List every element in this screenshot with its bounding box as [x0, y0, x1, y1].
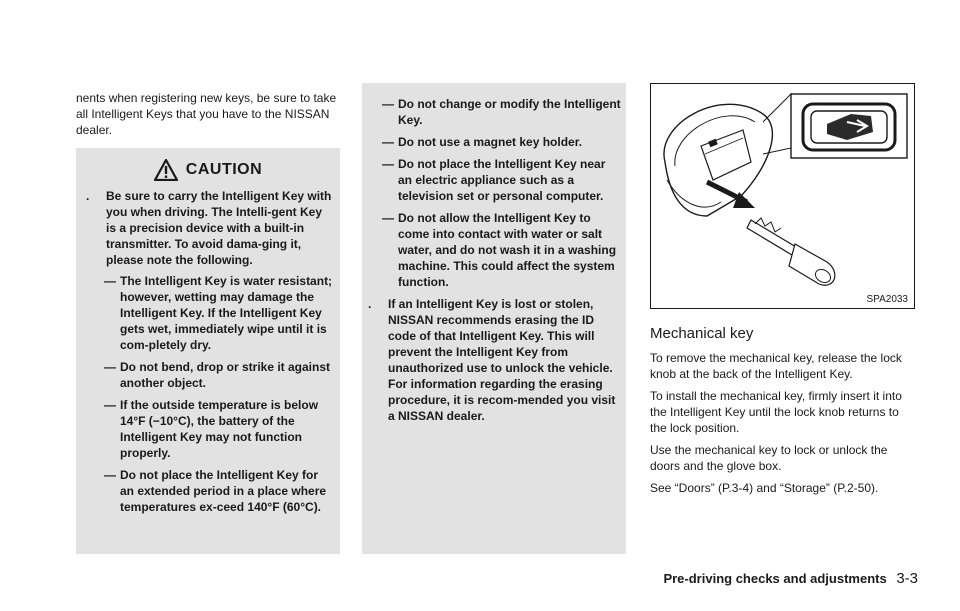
bullet-text: If an Intelligent Key is lost or stolen, NISSAN recommends erasing the ID code of that Intelligent Key. This will prevent the Intelligent Key from unauthorized use to unlock the vehicle. For information regarding the erasing procedure, it is recom-mended you visit a NISSAN dealer.: [388, 297, 616, 423]
caution-sub-item: [366, 134, 622, 150]
caution-sub-item: [84, 397, 334, 461]
section-title-mechanical-key: Mechanical key: [650, 325, 754, 342]
caution-list-col2: [366, 96, 622, 424]
dash-marker: —: [104, 360, 116, 374]
caution-list-col1: [84, 188, 334, 515]
body-paragraph: To remove the mechanical key, release the lock knob at the back of the Intelligent Key.: [650, 351, 902, 381]
caution-sub-item: [84, 359, 334, 391]
sub-text: Do not place the Intelligent Key near an electric appliance such as a television set or personal computer.: [398, 157, 606, 203]
mechanical-key-illustration: [650, 83, 915, 309]
caution-bullet-carry-key: [84, 188, 334, 268]
caution-sub-item: [84, 273, 334, 353]
caution-header: [76, 158, 340, 182]
mechanical-key-body: [650, 350, 918, 502]
bullet-marker: .: [86, 189, 90, 203]
caution-sub-item: [366, 156, 622, 204]
caution-title: CAUTION: [185, 161, 263, 178]
sub-text: Do not allow the Intelligent Key to come into contact with water or salt water, and do not wash it in a washing machine. This could affect the system function.: [398, 211, 617, 289]
page-number: 3-3: [896, 570, 918, 587]
dash-marker: —: [382, 97, 394, 111]
sub-text: Do not place the Intelligent Key for an extended period in a place where temperatures ex-ceed 140°F (60°C).: [120, 468, 327, 514]
sub-text: Do not bend, drop or strike it against another object.: [120, 360, 331, 390]
caution-sub-item: [84, 467, 334, 515]
body-paragraph: Use the mechanical key to lock or unlock the doors and the glove box.: [650, 443, 888, 473]
sub-text: Do not change or modify the Intelligent Key.: [398, 97, 621, 127]
dash-marker: —: [104, 398, 116, 412]
bullet-marker: .: [368, 297, 372, 311]
dash-marker: —: [382, 211, 394, 225]
intro-paragraph: nents when registering new keys, be sure to take all Intelligent Keys that you have to the NISSAN dealer.: [76, 91, 337, 137]
dash-marker: —: [104, 468, 116, 482]
dash-marker: —: [382, 157, 394, 171]
sub-text: The Intelligent Key is water resistant; however, wetting may damage the Intelligent Key. If the Intelligent Key gets wet, immediately wipe until it is com-pletely dry.: [120, 274, 333, 352]
caution-bullet-lost-key: [366, 296, 622, 424]
body-paragraph: To install the mechanical key, firmly insert it into the Intelligent Key until the lock knob returns to the lock position.: [650, 389, 902, 435]
dash-marker: —: [382, 135, 394, 149]
warning-triangle-icon: [154, 159, 178, 181]
sub-text: Do not use a magnet key holder.: [398, 135, 583, 149]
page-footer: [660, 570, 918, 587]
body-paragraph: See “Doors” (P.3-4) and “Storage” (P.2-50).: [650, 481, 879, 495]
figure-label: SPA2033: [866, 294, 908, 305]
footer-section-name: Pre-driving checks and adjustments: [663, 571, 887, 586]
sub-text: If the outside temperature is below 14°F (−10°C), the battery of the Intelligent Key may not function properly.: [120, 398, 319, 460]
key-fob-drawing: [651, 84, 914, 308]
dash-marker: —: [104, 274, 116, 288]
bullet-text: Be sure to carry the Intelligent Key with you when driving. The Intelli-gent Key is a precision device with a built-in transmitter. To avoid dama-ging it, please note the following.: [106, 189, 332, 267]
caution-sub-item: [366, 96, 622, 128]
caution-sub-item: [366, 210, 622, 290]
